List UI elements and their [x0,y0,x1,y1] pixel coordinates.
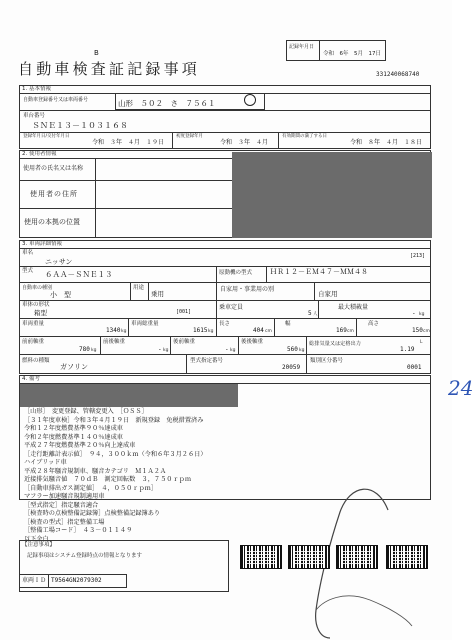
notice-heading: 【注意事項】 [22,542,56,548]
max-load-unit: kg [419,312,425,317]
user-address-label: 使用者の住所 [30,190,78,198]
registration-number-value: 山形 ５０２ さ ７５６１ [118,99,216,108]
document-number: 331240068740 [376,71,420,78]
model-value: ６ＡＡ－ＳＮＥ１３ [45,270,113,279]
weight-unit: kg [121,329,127,334]
body-shape-value: 箱型 [34,309,47,317]
handwritten-number: 24 [448,376,473,400]
gross-weight-value: 1615 [193,327,208,334]
rear-front-axle-value: - [225,346,229,353]
front-rear-axle-value: - [158,346,162,353]
remark-line: ［山形］ 変更登録、管轄変更入 ［ＯＳＳ］ [24,408,148,415]
qr-code-2 [288,545,330,569]
remark-line: マフラー加速騒音規制適用車 [24,493,105,500]
capacity-unit: 人 [313,312,318,317]
vin-label: 車台番号 [23,113,46,119]
qr-code-3 [336,545,378,569]
model-label: 型式 [22,268,34,274]
category-value: 0001 [407,364,422,371]
rear-front-axle-unit: kg [230,348,236,353]
remark-line: 平成２７年度燃費基準２０％向上達成車 [24,442,136,449]
gross-weight-unit: kg [208,329,214,334]
height-value: 150 [412,327,423,334]
height-unit: cm [423,329,430,334]
section4-heading: 4. 備考 [22,376,40,382]
remark-line: ［走行距離計表示値］ ９４，３００ｋｍ（令和６年３月２６日） [24,450,207,458]
redacted-remarks-top [20,384,238,407]
purpose-label: 自家用・事業用の別 [220,286,275,293]
max-load-value: - [412,310,416,317]
engine-label: 原動機の型式 [219,270,253,276]
remark-line: ［検査時の点検整備記録簿］点検整備記録簿あり [24,510,161,517]
expiry-value: 令和 ８年 ４月 １８日 [350,139,423,146]
first-registration-value: 令和 ３年 ４月 [220,139,269,146]
front-rear-axle-label: 前後軸重 [103,339,126,345]
capacity-label: 乗車定員 [219,304,244,311]
registration-date-value: 令和 ３年 ４月 １９日 [92,139,165,146]
use-label: 用途 [133,285,145,291]
length-value: 404 [253,327,264,334]
use-value: 乗用 [151,290,164,298]
type-approval-label: 型式指定番号 [190,358,224,364]
remark-line: ［３１年度車検］令和３年４月１９日 新規登録 免税措置済み [24,416,204,424]
front-front-axle-unit: kg [91,348,97,353]
user-name-label: 使用者の氏名又は名称 [23,165,84,172]
section3-heading: 3. 車両詳細情報 [22,241,62,247]
remark-line: 平成２８年騒音規制車、騒音カテゴリ Ｍ１Ａ２Ａ [24,467,167,475]
maker-code: [213] [410,253,426,259]
registration-number-label: 自動車登録番号又は車両番号 [23,97,89,103]
weight-label: 車両重量 [22,321,45,327]
car-id-value: T9564GN2079302 [51,577,102,584]
remark-line: ［自動車排出ガス測定値］ ４，０５０ｒｐｍ］ [24,484,158,492]
vin-value: ＳＮＥ１３－１０３１６８ [32,121,128,130]
fuel-label: 燃料の種類 [22,358,50,364]
expiry-label: 有効期間の満了する日 [282,134,327,139]
displacement-label: 総排気量又は定格出力 [309,341,361,347]
length-unit: cm [265,329,272,334]
height-label: 高さ [368,321,380,327]
gross-weight-label: 車両総重量 [131,321,159,327]
rear-front-axle-label: 後前軸重 [173,339,196,345]
purpose-value: 自家用 [318,290,338,298]
first-registration-label: 初度登録年月 [176,134,203,139]
fuel-value: ガソリン [60,363,88,371]
car-id-label: 車両ＩＤ [22,577,47,584]
base-location-label: 使用の本拠の位置 [24,218,80,226]
front-rear-axle-unit: kg [163,348,169,353]
width-value: 169 [336,327,347,334]
remark-line: ハイブリッド車 [24,459,67,466]
type-approval-value: 20059 [282,364,301,371]
width-unit: cm [347,329,354,334]
displacement-unit: L [420,340,423,345]
front-front-axle-value: 780 [79,346,90,353]
remark-line: 以下余白 [24,535,49,543]
width-label: 幅 [285,321,291,327]
section1-heading: 1. 基本情報 [22,86,51,92]
vehicle-type-label: 自動車の種別 [22,285,53,291]
body-shape-code: [001] [176,309,192,315]
length-label: 長さ [219,321,231,327]
category-label: 類別区分番号 [310,358,344,364]
record-date-value: 令和 6年 5月 17日 [323,51,381,57]
remark-line: ［検査の型式］指定整備工場 [24,518,105,526]
remarks-list [24,408,234,544]
page-title: 自動車検査証記録事項 [18,60,201,78]
qr-code-4 [386,545,428,569]
qr-code-1 [240,545,282,569]
remark-line: 近接排気騒音値 ７０ｄＢ 測定回転数 ３，７５０ｒｐｍ [24,476,192,483]
weight-value: 1340 [106,327,121,334]
rear-rear-axle-unit: kg [299,348,305,353]
redacted-user-info [232,152,432,238]
capacity-value: 5 [308,310,312,317]
form-code: B [94,49,99,57]
remark-line: 令和１２年度燃費基準９０％達成車 [24,425,123,432]
circle-stamp [244,94,256,106]
notice-text: 記録事項はシステム登録時点の情報となります [27,553,142,559]
rear-rear-axle-label: 後後軸重 [241,339,264,345]
max-load-label: 最大積載量 [338,304,369,311]
section2-heading: 2. 使用者情報 [22,151,57,157]
rear-rear-axle-value: 560 [287,346,298,353]
maker-label: 車名 [22,250,34,256]
maker-value: ニッサン [45,258,73,266]
remark-line: ［型式指定］指定騒音適合 [24,501,99,509]
vehicle-type-value: 小 型 [50,291,71,299]
remark-line: ［整備工場コード］ ４３－０１１４９ [24,527,133,534]
front-front-axle-label: 前前軸重 [22,339,45,345]
remark-line: 令和２年度燃費基準１４０％達成車 [24,433,123,441]
record-date-label: 記録年月日 [289,44,315,50]
engine-value: ＨＲ１２－ＥＭ４７－ＭＭ４８ [270,268,368,276]
body-shape-label: 車体の形状 [22,302,50,308]
displacement-value: 1.19 [400,346,415,353]
registration-date-label: 登録年月日/交付年月日 [23,134,70,139]
